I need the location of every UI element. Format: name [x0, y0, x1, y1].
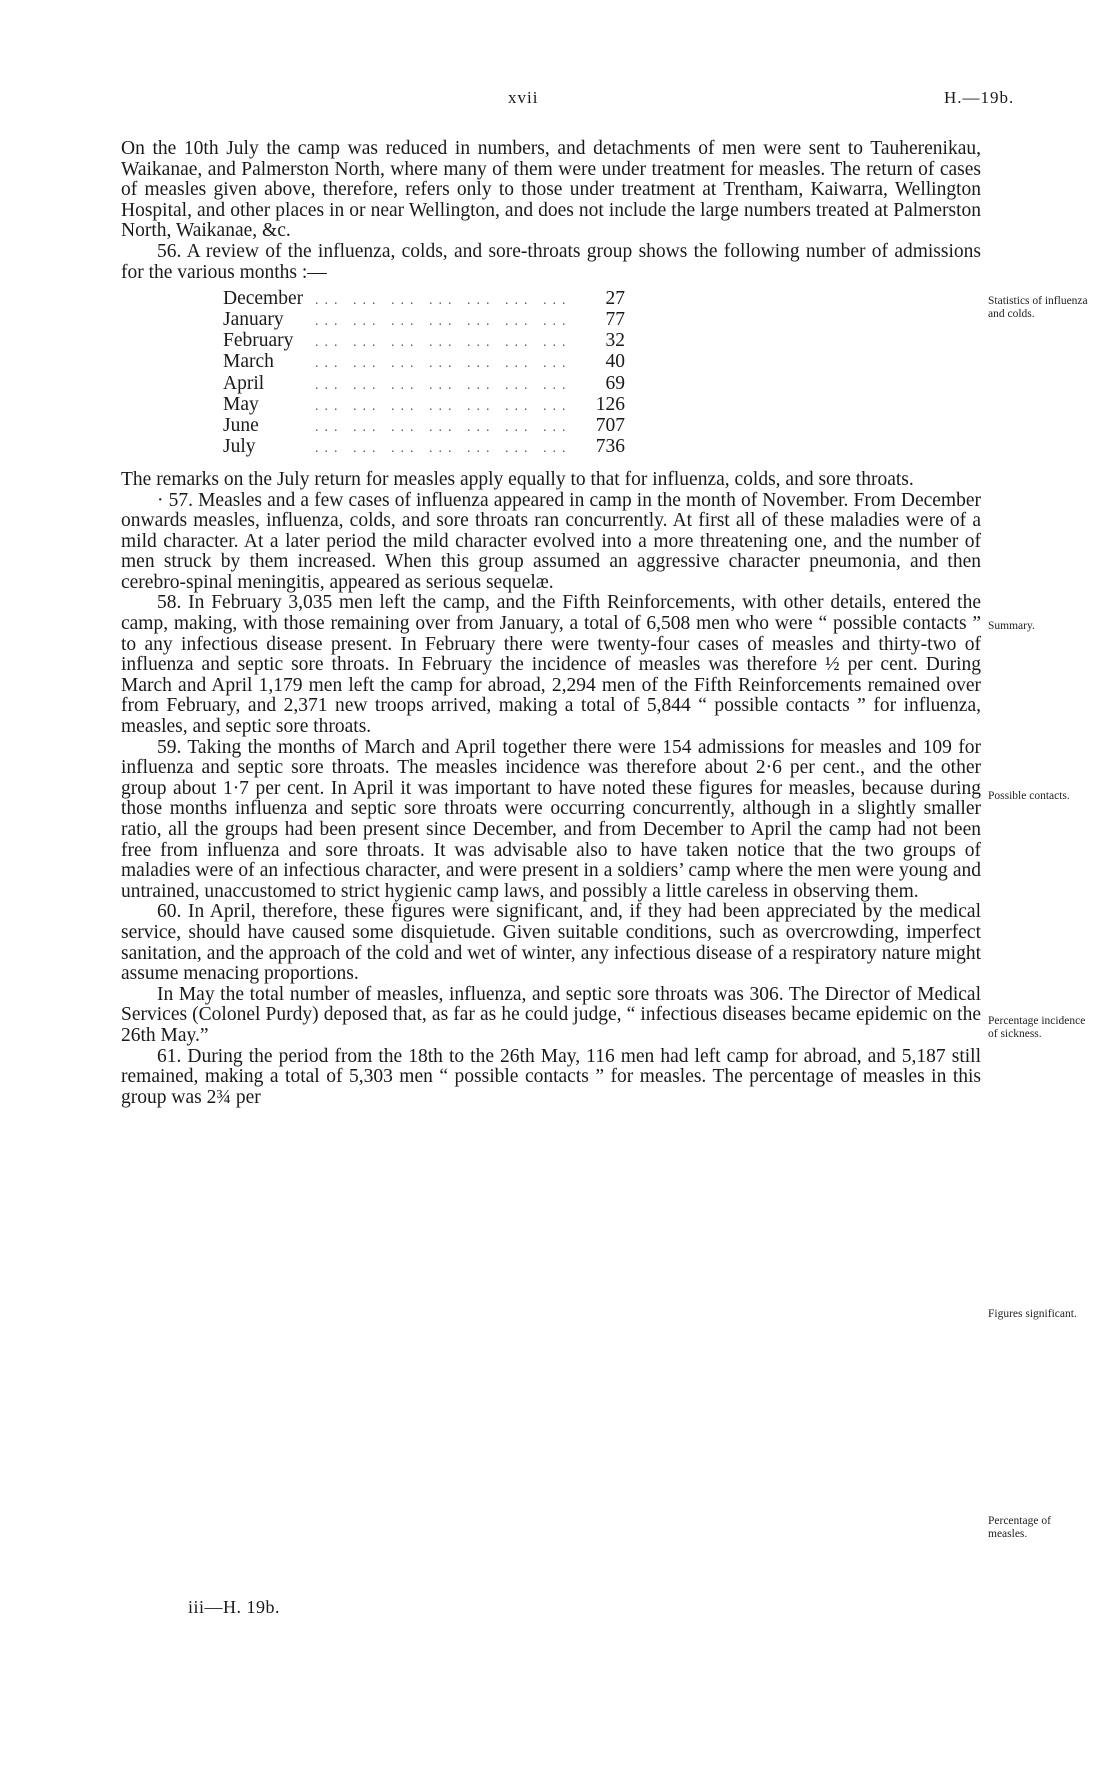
- paragraph-58: 58. In February 3,035 men left the camp, and the Fifth Reinforcements, with other details, entered the camp, making, with those remaining over from January, a total of 6,508 men who were “ possible contacts ” to any infectious disease present. In February there were twenty-four cases of measles and thirty-two of influenza and septic sore throats. In February the incidence of measles was therefore ½ per cent. During March and April 1,179 men left the camp for abroad, 2,294 men of the Fifth Reinforcements remained over from February, and 2,371 new troops arrived, making a total of 5,844 “ possible contacts ” for influenza, measles, and septic sore throats.: [121, 592, 981, 738]
- paragraph-56: 56. A review of the influenza, colds, and sore-throats group shows the following number of admissions for the various months :—: [121, 240, 981, 283]
- table-month: June: [223, 414, 259, 436]
- table-row: [223, 352, 981, 373]
- side-note-summary: Summary.: [988, 620, 1035, 632]
- paragraph-61: 61. During the period from the 18th to the 26th May, 116 men had left camp for abroad, and 5,187 still remained, making a total of 5,303 men “ possible contacts ” for measles. The percentage of measles in this group was 2¾ per: [121, 1045, 981, 1108]
- leader-dots: ... ... ... ... ... ... ...: [315, 398, 572, 414]
- paragraph-56-remarks: The remarks on the July return for measles apply equally to that for influenza, colds, and sore throats.: [121, 468, 914, 490]
- table-count: 77: [605, 309, 625, 331]
- leader-dots: ... ... ... ... ... ... ...: [315, 335, 572, 351]
- table-row: [223, 437, 981, 458]
- side-note-percentage-incidence: Percentage incidence of sickness.: [988, 1015, 1086, 1040]
- table-month: July: [223, 435, 256, 457]
- table-count: 707: [595, 414, 625, 436]
- table-count: 69: [605, 372, 625, 394]
- paragraph-57: · 57. Measles and a few cases of influenza appeared in camp in the month of November. From December onwards measles, influenza, colds, and sore throats ran concurrently. At first all of these maladies were of a mild character. At a later period the mild character evolved into a more threatening one, and the number of men struck by them increased. When this group assumed an aggressive character pneumonia, and then cerebro-spinal meningitis, appeared as serious sequelæ.: [121, 489, 981, 593]
- document-reference: H.—19b.: [944, 88, 1015, 107]
- table-month: February: [223, 330, 294, 352]
- table-month: January: [223, 309, 284, 331]
- table-count: 736: [595, 435, 625, 457]
- leader-dots: ... ... ... ... ... ... ...: [315, 440, 572, 456]
- leader-dots: ... ... ... ... ... ... ...: [315, 356, 572, 372]
- table-row: [223, 289, 981, 310]
- paragraph-60: 60. In April, therefore, these figures were significant, and, if they had been appreciated by the medical service, should have caused some disquietude. Given suitable conditions, such as overcrowding, imperfect sanitation, and the approach of the cold and wet of winter, any infectious disease of a respiratory nature might assume menacing proportions.: [121, 901, 981, 985]
- signature-mark: iii—H. 19b.: [188, 1597, 281, 1617]
- table-month: December: [223, 288, 304, 310]
- admissions-table: [121, 289, 981, 458]
- table-row: [223, 331, 981, 352]
- side-note-figures: Figures significant.: [988, 1308, 1077, 1320]
- table-month: May: [223, 393, 259, 415]
- table-count: 40: [605, 351, 625, 373]
- leader-dots: ... ... ... ... ... ... ...: [315, 293, 572, 309]
- paragraph-intro: On the 10th July the camp was reduced in numbers, and detachments of men were sent to Tauherenikau, Waikanae, and Palmerston North, where many of them were under treatment for measles. The return of cases of measles given above, therefore, refers only to those under treatment at Trentham, Kaiwarra, Wellington Hospital, and other places in or near Wellington, and does not include the large numbers treated at Palmerston North, Waikanae, &c.: [121, 138, 981, 242]
- table-month: March: [223, 351, 274, 373]
- leader-dots: ... ... ... ... ... ... ...: [315, 377, 572, 393]
- table-row: [223, 310, 981, 331]
- body-text: [121, 139, 981, 1108]
- table-row: [223, 416, 981, 437]
- leader-dots: ... ... ... ... ... ... ...: [315, 314, 572, 330]
- page-header: [0, 88, 1114, 112]
- paragraph-60-continued: In May the total number of measles, influenza, and septic sore throats was 306. The Director of Medical Services (Colonel Purdy) deposed that, as far as he could judge, “ infectious diseases became epidemic on the 26th May.”: [121, 983, 981, 1046]
- table-row: [223, 395, 981, 416]
- page-number: xvii: [508, 88, 539, 107]
- table-row: [223, 374, 981, 395]
- table-count: 27: [605, 288, 625, 310]
- table-count: 32: [605, 330, 625, 352]
- table-count: 126: [595, 393, 625, 415]
- paragraph-59: 59. Taking the months of March and April together there were 154 admissions for measles and 109 for influenza and septic sore throats. The measles incidence was therefore about 2·6 per cent., and the other group about 1·7 per cent. In April it was important to have noted these figures for measles, because during those months influenza and septic sore throats were occurring concurrently, although in a slightly smaller ratio, all the groups had been present since December, and from December to April the camp had not been free from influenza and sore throats. It was advisable also to have taken notice that the two groups of maladies were of an infectious character, and were present in a soldiers’ camp where the men were young and untrained, unaccustomed to strict hygienic camp laws, and possibly a little careless in observing them.: [121, 736, 981, 902]
- side-note-statistics: Statistics of influenza and colds.: [988, 295, 1088, 320]
- table-month: April: [223, 372, 265, 394]
- leader-dots: ... ... ... ... ... ... ...: [315, 419, 572, 435]
- side-note-contacts: Possible contacts.: [988, 790, 1070, 802]
- side-note-measles: Percentage of measles.: [988, 1515, 1051, 1540]
